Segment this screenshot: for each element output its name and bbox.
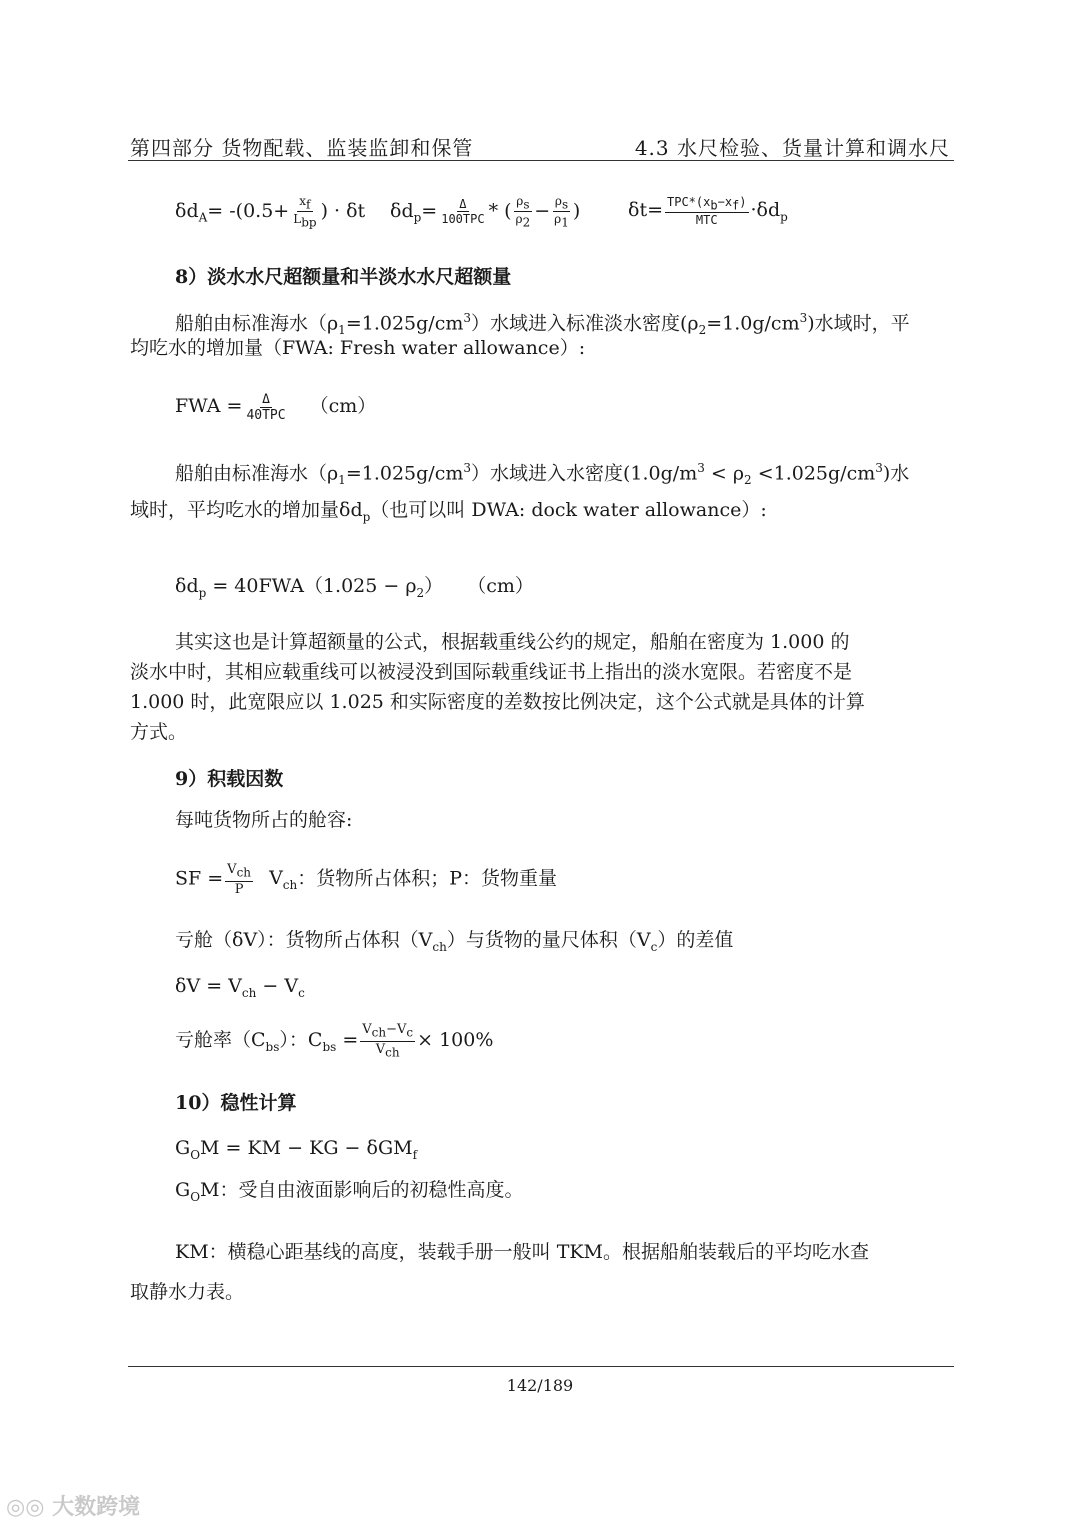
header-right: 4.3 水尺检验、货量计算和调水尺	[634, 136, 950, 160]
sec10-gom-def: $G_OM$：受自由液面影响后的初稳性高度。	[175, 1179, 524, 1204]
sec9-p1: 每吨货物所占的舱容:	[175, 809, 353, 831]
sec8-p2-line1: 船舶由标准海水$(\rho_1=1.025g/cm^3)$水域进入水密度$(1.0g/m^3 < \rho_2 <1.025g/cm^3)$水	[175, 461, 910, 488]
formula-sf: SF = $\frac{V_{ch}}{P}$ $V_{ch}$：货物所占体积；P：货物重量	[175, 862, 558, 897]
sec10-km-line2: 取静水力表。	[130, 1281, 245, 1303]
sec8-p3-line4: 方式。	[130, 721, 188, 743]
sec8-p3-line3: 1.000 时，此宽限应以 1.025 和实际密度的差数按比例决定，这个公式就是具体的计算	[130, 691, 865, 713]
footer-rule	[128, 1366, 954, 1367]
header-left: 第四部分 货物配载、监装监卸和保管	[130, 136, 474, 160]
page-number: 142/189	[506, 1376, 574, 1395]
header-rule	[128, 160, 954, 161]
sec8-p3-line2: 淡水中时，其相应载重线可以被浸没到国际载重线证书上指出的淡水宽限。若密度不是	[130, 661, 853, 683]
formula-dwa: $\delta d_p = 40FWA(1.025 - \rho_2)$ （cm）	[175, 575, 534, 600]
formula-dda: $\delta d_A= -(0.5+$ $\frac{x_f}{L_{bp}}$ ) · δt	[175, 194, 366, 230]
sec8-p1-line1: 船舶由标准海水$(\rho_1=1.025g/cm^3)$水域进入标准淡水密度$(\rho_2=1.0g/cm^3)$水域时，平	[175, 311, 910, 338]
formula-ddp: $\delta d_p=$ $\frac{\Delta}{\text{100TPC}}$ * ( $\frac{\rho_s}{\rho_2}$ − $\frac{\rho_s}{\rho_1}$ )	[390, 194, 581, 230]
sec10-km-line1: KM：横稳心距基线的高度，装载手册一般叫 TKM。根据船舶装载后的平均吃水查	[175, 1241, 870, 1263]
formula-fwa: FWA = $\frac{\Delta}{\text{40TPC}}$ （cm）	[175, 391, 377, 423]
section-9-heading: 9）积载因数	[175, 768, 284, 790]
sec8-p2-line2: 域时，平均吃水的增加量$\delta d_p$（也可以叫 DWA: dock water allowance）:	[130, 499, 767, 524]
sec8-p1-line2: 均吃水的增加量（FWA: Fresh water allowance）:	[130, 337, 586, 359]
section-8-heading: 8）淡水水尺超额量和半淡水水尺超额量	[175, 266, 512, 288]
sec9-kuicang: 亏舱（δV）：货物所占体积$(V_{ch})$与货物的量尺体积$(V_c)$的差值	[175, 929, 734, 954]
formula-dt: δt= $\frac{TPC*(x_b-x_f)}{\text{MTC}}$ $\cdot\delta d_p$	[628, 194, 788, 228]
formula-gom: $G_OM$ = KM − KG − δGM$_f$	[175, 1137, 418, 1162]
section-10-heading: 10）稳性计算	[175, 1092, 297, 1114]
formula-cbs: 亏舱率$(C_{bs})$：$C_{bs}$ = $\frac{V_{ch}-V_c}{V_{ch}}$ × 100%	[175, 1022, 494, 1060]
formula-dv: $\delta V = V_{ch} - V_c$	[175, 975, 305, 1000]
sec8-p3-line1: 其实这也是计算超额量的公式，根据载重线公约的规定，船舶在密度为 1.000 的	[175, 631, 850, 653]
watermark-logo-icon: ◎◎	[6, 1495, 45, 1520]
watermark: ◎◎ 大数跨境	[6, 1495, 141, 1520]
